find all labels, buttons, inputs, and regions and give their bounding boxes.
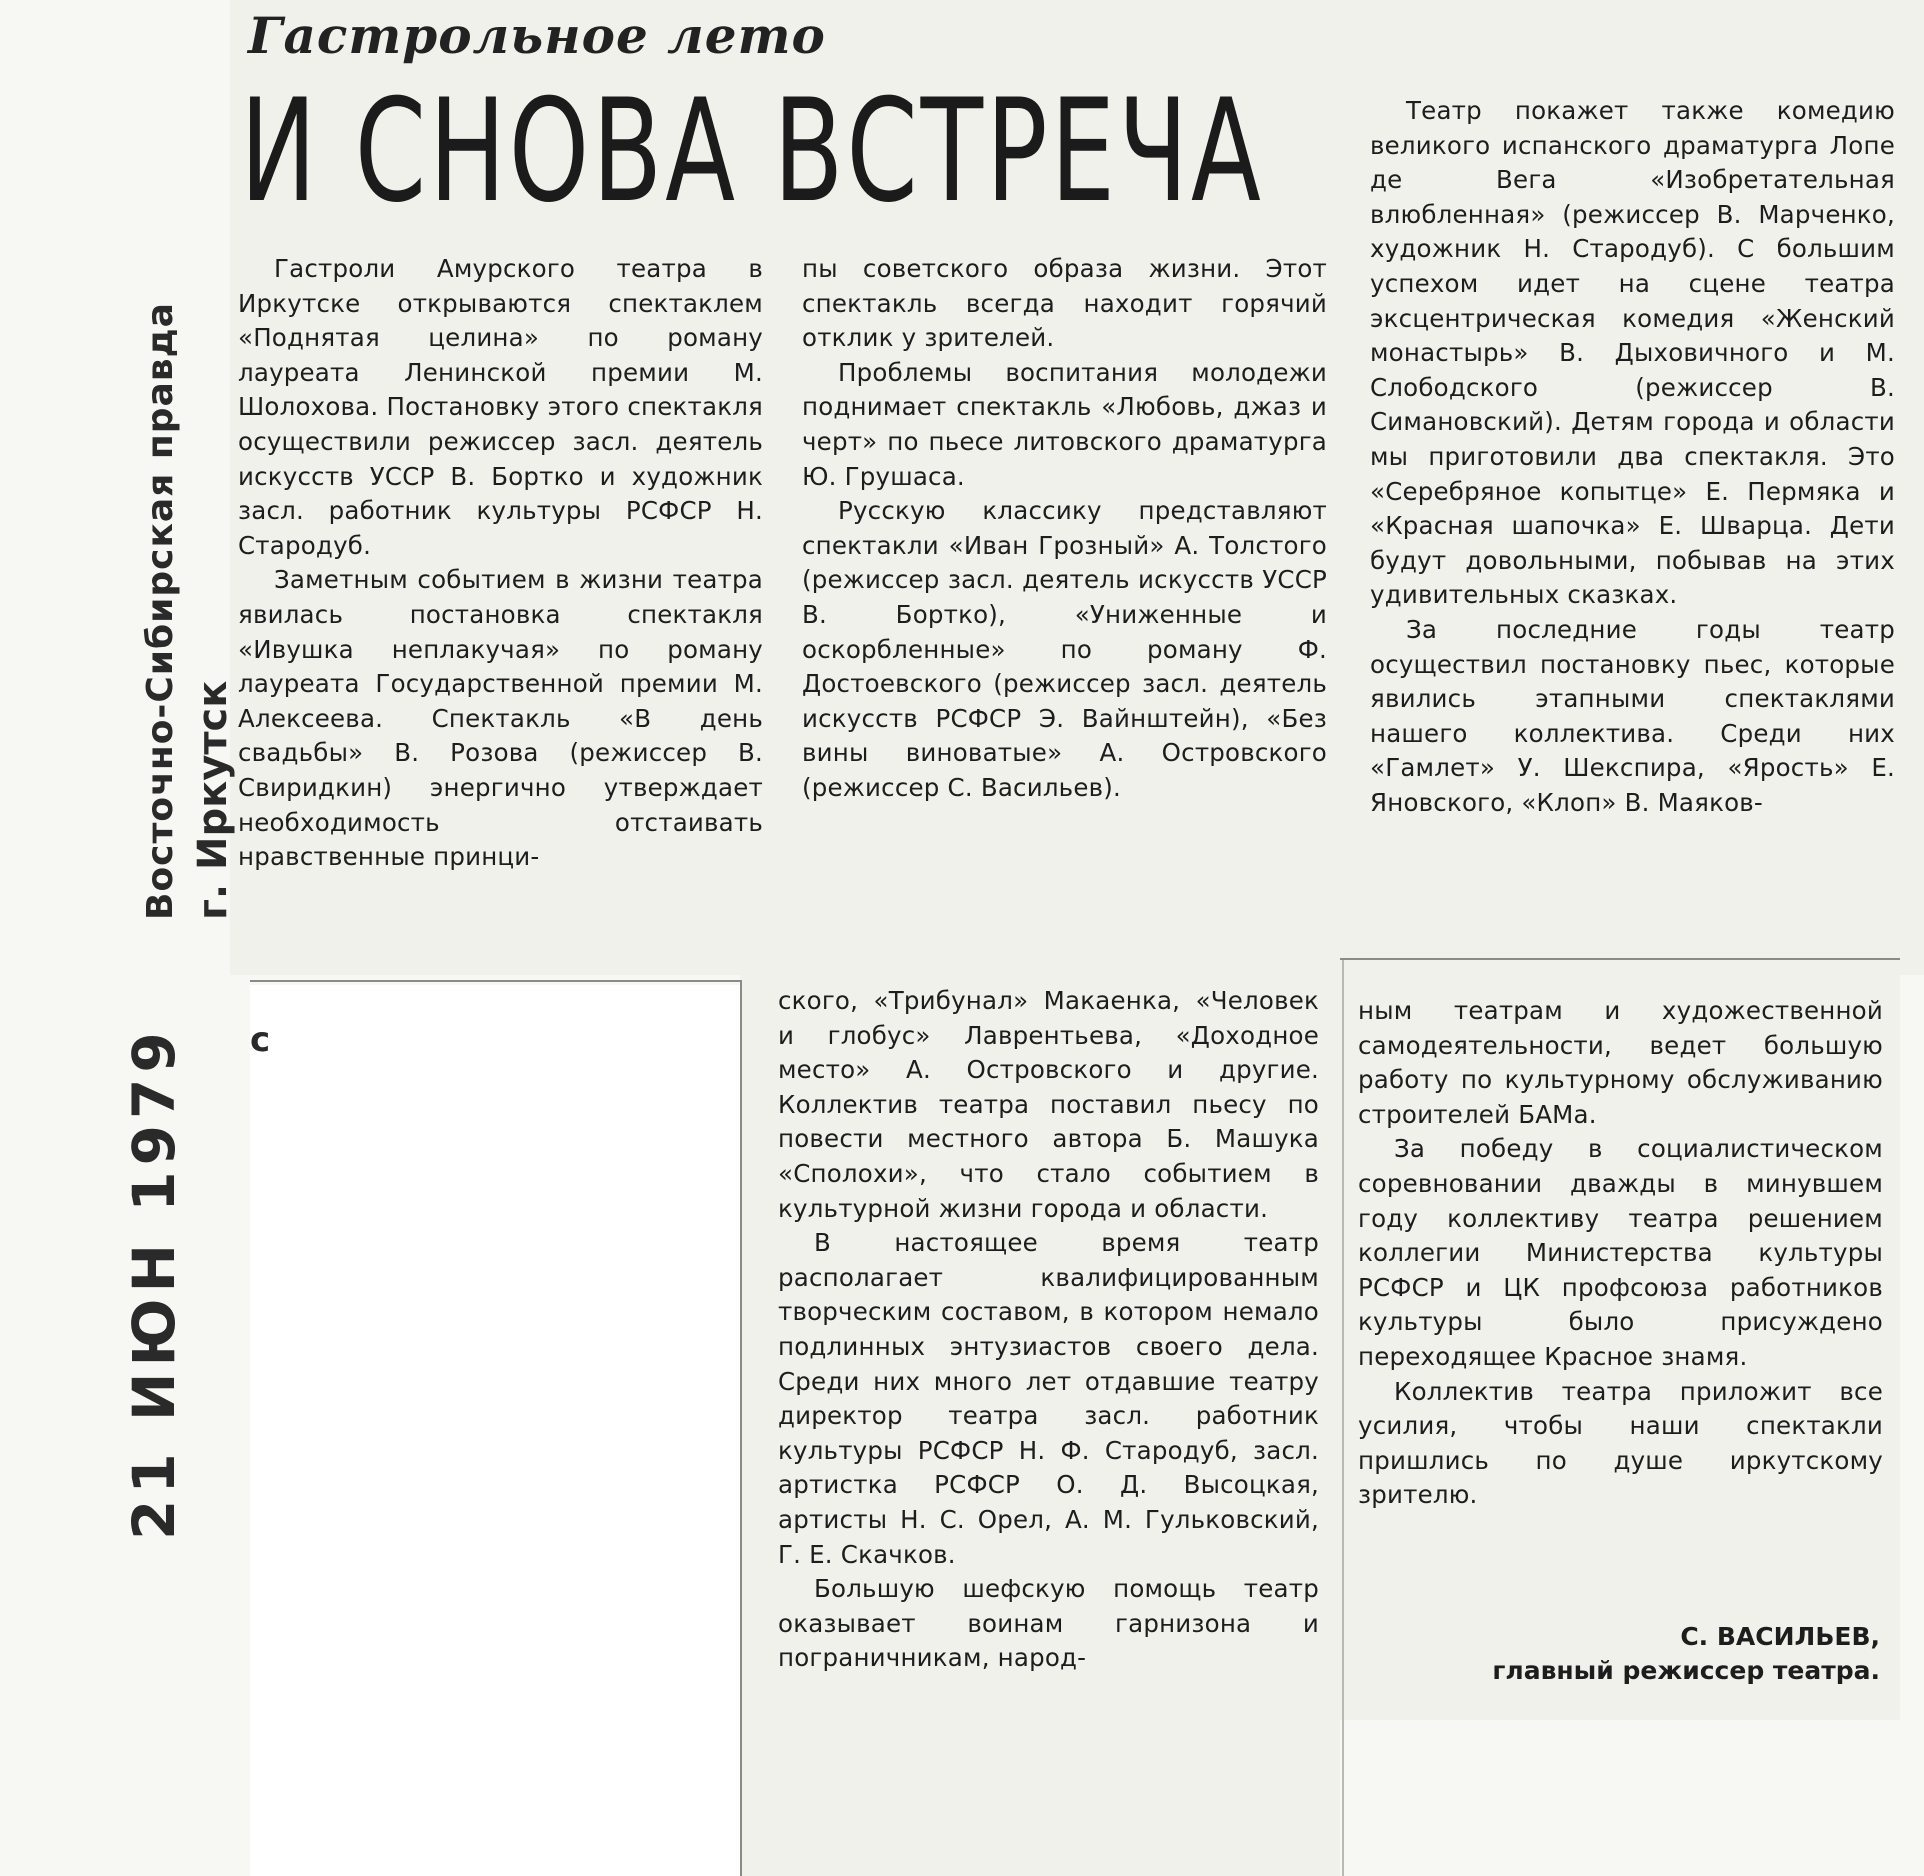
article-column-3-top (1370, 94, 1895, 820)
article-rubric: Гастрольное лето (248, 6, 826, 65)
paragraph: Коллектив театра приложит все усилия, чтобы наши спектакли пришлись по душе иркутскому зрителю. (1358, 1376, 1883, 1510)
clipping-edge (1340, 958, 1900, 960)
paragraph: Гастроли Амурского театра в Иркутске открываются спектаклем «Поднятая целина» по роману лауреата Ленинской премии М. Шолохова. Постановку этого спектакля осуществили режиссер засл. деятель искусств УССР В. Бортко и художник засл. работник культуры РСФСР Н. Стародуб. (238, 254, 763, 560)
paragraph: ского, «Трибунал» Макаенка, «Человек и глобус» Лаврентьева, «Доходное место» А. Островского и другие. Коллектив театра поставил пьесу по повести местного автора Б. Машука «Сполохи», что стало событием в культурной жизни города и области. (778, 986, 1319, 1223)
clipping-edge (250, 980, 740, 982)
article-headline: И СНОВА ВСТРЕЧА (240, 69, 1264, 234)
paragraph: Русскую классику представляют спектакли «Иван Грозный» А. Толстого (режиссер засл. деятель искусств УССР В. Бортко), «Униженные и оскорбленные» по роману Ф. Достоевского (режиссер засл. деятель искусств РСФСР Э. Вайнштейн), «Без вины виноватые» А. Островского (режиссер С. Васильев). (802, 496, 1327, 802)
blank-area (250, 985, 740, 1876)
paragraph: ным театрам и художественной самодеятельности, ведет большую работу по культурному обслуживанию строителей БАМа. (1358, 996, 1883, 1129)
author-name: С. ВАСИЛЬЕВ, (1680, 1622, 1880, 1651)
paragraph: пы советского образа жизни. Этот спектакль всегда находит горячий отклик у зрителей. (802, 254, 1327, 353)
paragraph: Театр покажет также комедию великого испанского драматурга Лопе де Вега «Изобретательная влюбленная» (режиссер В. Марченко, художник Н. Стародуб). С большим успехом идет на сцене театра эксцентрическая комедия «Женский монастырь» В. Дыховичного и М. Слободского (режиссер В. Симановский). Детям города и области мы приготовили два спектакля. Это «Серебряное копытце» Е. Пермяка и «Красная шапочка» Е. Шварца. Дети будут довольными, побывав на этих удивительных сказках. (1370, 96, 1895, 610)
article-column-2-bottom (778, 984, 1319, 1676)
author-signature (1380, 1620, 1880, 1688)
article-column-2-top (802, 252, 1327, 806)
paragraph: За победу в социалистическом соревновании дважды в минувшем году коллективу театра решением коллегии Министерства культуры РСФСР и ЦК профсоюза работников культуры было присуждено переходящее Красное знамя. (1358, 1134, 1883, 1371)
stamp-mark: с (250, 1020, 271, 1060)
clipping-edge (1342, 960, 1344, 1876)
article-column-3-bottom (1358, 994, 1883, 1513)
stamp-date: 21 ИЮН 1979 (120, 1026, 188, 1540)
paragraph: Заметным событием в жизни театра явилась постановка спектакля «Ивушка неплакучая» по роману лауреата Государственной премии М. Алексеева. Спектакль «В день свадьбы» В. Розова (режиссер В. Свиридкин) энергично утверждает необходимость отстаивать нравственные принци- (238, 565, 763, 872)
paragraph: За последние годы театр осуществил постановку пьес, которые явились этапными спектаклями нашего коллектива. Среди них «Гамлет» У. Шекспира, «Ярость» Е. Яновского, «Клоп» В. Маяков- (1370, 614, 1895, 817)
stamp-city: г. Иркутск (190, 680, 236, 920)
stamp-source: Восточно-Сибирская правда (140, 302, 181, 920)
article-column-1 (238, 252, 763, 875)
paragraph: В настоящее время театр располагает квалифицированным творческим составом, в котором немало подлинных энтузиастов своего дела. Среди них много лет отдавшие театру директор театра засл. работник культуры РСФСР Н. Ф. Стародуб, засл. артистка РСФСР О. Д. Высоцкая, артисты Н. С. Орел, А. М. Гульковский, Г. Е. Скачков. (778, 1228, 1319, 1569)
paragraph: Проблемы воспитания молодежи поднимает спектакль «Любовь, джаз и черт» по пьесе литовского драматурга Ю. Грушаса. (802, 357, 1327, 491)
clipping-stamp (120, 302, 236, 1540)
clipping-edge (740, 980, 742, 1876)
author-role: главный режиссер театра. (1492, 1656, 1880, 1685)
paragraph: Большую шефскую помощь театр оказывает воинам гарнизона и пограничникам, народ- (778, 1574, 1319, 1673)
